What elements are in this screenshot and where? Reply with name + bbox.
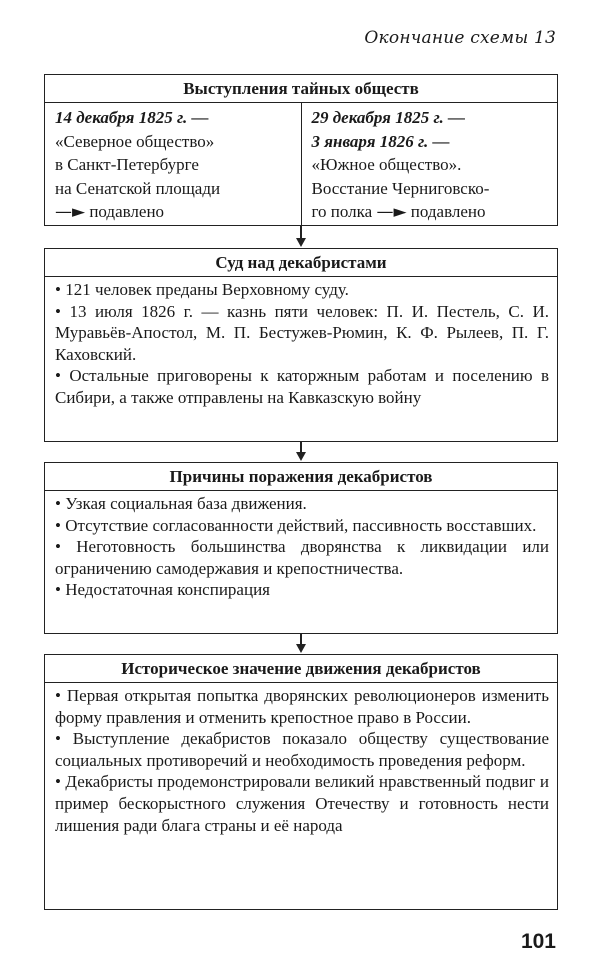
trial-item-1: • 121 человек преданы Верховному суду. [55,280,349,299]
north-result-text: подавлено [89,202,165,221]
reasons-item-4: • Недостаточная конспирация [55,580,270,600]
page-number: 101 [520,930,556,953]
arrow-down-icon [296,238,306,247]
arrow-down-icon [296,452,306,461]
scheme-caption: Окончание схемы 13 [364,28,556,48]
south-line-2: Восстание Черниговско- [311,178,490,198]
significance-item-2: • Выступление декабристов показало обществу существование социальных противоречий и необходимость проведения реформ. [55,729,549,770]
south-society-column [301,103,558,229]
box-defeat-reasons-title: Причины поражения декабристов [45,463,557,491]
box-trial-title: Суд над декабристами [45,249,557,277]
arrow-right-icon: —► [55,202,86,222]
south-line-3: го полка [311,202,373,221]
significance-item-3: • Декабристы продемонстрировали великий нравственный подвиг и пример бескорыстного служения Отечеству и готовность нести лишения ради блага страны и её народа [55,772,549,835]
box-secret-societies-title: Выступления тайных обществ [45,75,557,103]
north-result [55,200,295,225]
trial-item-2: • 13 июля 1826 г. — казнь пяти человек: П. И. Пестель, С. И. Муравьёв-Апостол, М. П. Бестужев-Рюмин, К. Ф. Рылеев, П. Г. Каховский. [55,301,549,364]
north-line-2: в Санкт-Петербурге [55,155,199,174]
north-date: 14 декабря 1825 г. — [55,108,209,127]
south-result [312,200,552,225]
south-date-1: 29 декабря 1825 г. — [311,108,465,127]
north-line-3: на Сенатской площади [55,178,221,198]
south-date-2: 3 января 1826 г. — [311,131,450,151]
arrow-down-icon [296,644,306,653]
trial-item-3: • Остальные приговорены к каторжным работам и поселению в Сибири, а также отправлены на Кавказскую войну [55,366,549,407]
box-secret-societies [44,74,558,226]
box-trial [44,248,558,442]
south-result-text: подавлено [410,202,486,221]
north-society-column [45,103,301,229]
reasons-item-3: • Неготовность большинства дворянства к ликвидации или ограничению самодержавия и крепостничества. [55,537,549,578]
significance-item-1: • Первая открытая попытка дворянских революционеров изменить форму правления и отменить крепостное право в России. [55,686,549,727]
arrow-right-icon: —► [376,202,407,222]
south-line-1: «Южное общество». [311,155,462,174]
reasons-item-1: • Узкая социальная база движения. [55,494,307,513]
box-historical-significance [44,654,558,910]
north-line-1: «Северное общество» [55,131,215,151]
reasons-item-2: • Отсутствие согласованности действий, пассивность восставших. [55,515,537,535]
box-defeat-reasons [44,462,558,634]
box-historical-significance-title: Историческое значение движения декабристов [45,655,557,683]
